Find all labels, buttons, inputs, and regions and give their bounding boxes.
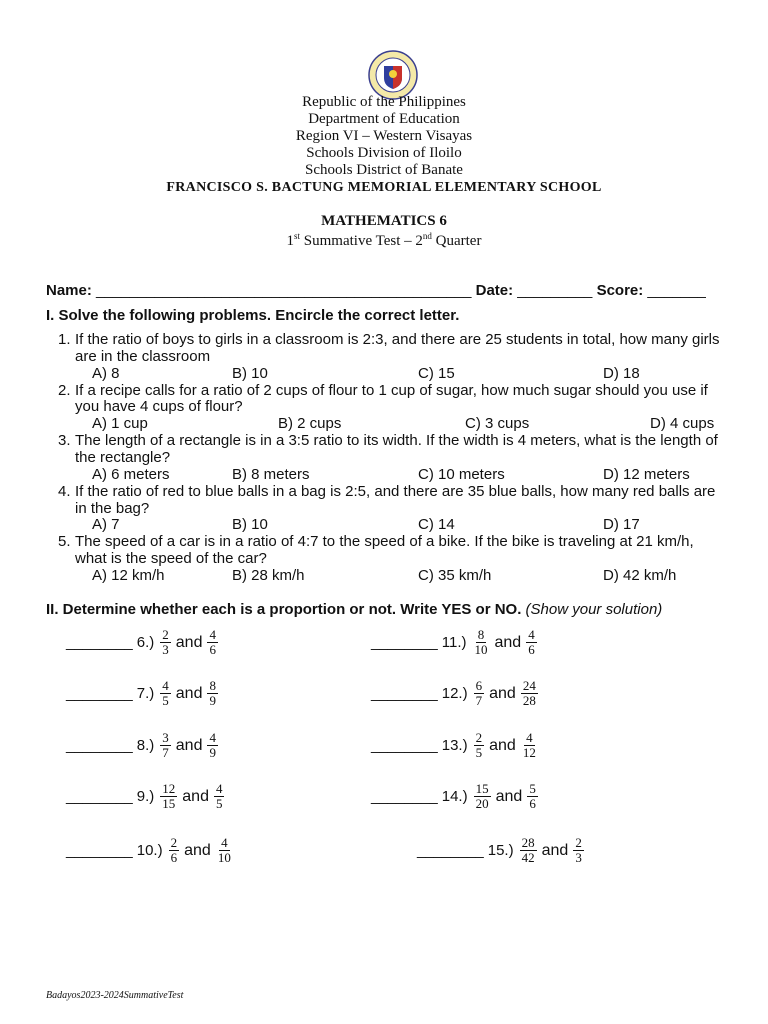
choice-c[interactable]: C) 10 meters: [418, 465, 505, 483]
proportion-item-7: ________ 7.) $\frac{4}{5}$ and $\frac{8}{9}$: [66, 678, 216, 708]
section-2-title: II. Determine whether each is a proportion or not. Write YES or NO. (Show your solution): [46, 601, 663, 618]
proportion-item-15: ________ 15.) $\frac{28}{42}$ and $\frac{2}{3}$: [417, 835, 582, 865]
fraction-a: $\frac{15}{20}$: [475, 781, 489, 811]
choice-c[interactable]: C) 14: [418, 516, 455, 534]
choices: [58, 467, 728, 484]
name-field[interactable]: _____________________________________________: [96, 282, 472, 299]
school-name: FRANCISCO S. BACTUNG MEMORIAL ELEMENTARY SCHOOL: [166, 180, 602, 195]
choice-d[interactable]: D) 17: [603, 516, 640, 534]
answer-blank[interactable]: ________: [66, 842, 133, 859]
student-info-line: [46, 282, 726, 299]
fraction-b: $\frac{2}{3}$: [575, 835, 582, 865]
choice-d[interactable]: D) 42 km/h: [603, 566, 677, 584]
fraction-a: $\frac{28}{42}$: [521, 835, 535, 865]
question-list: [58, 332, 728, 585]
choice-d[interactable]: D) 12 meters: [603, 465, 690, 483]
fraction-a: $\frac{6}{7}$: [475, 678, 483, 708]
answer-blank[interactable]: ________: [371, 737, 438, 754]
question-text: The speed of a car is in a ratio of 4:7 to the speed of a bike. If the bike is traveling at 21 km/h, what is the speed of the car?: [75, 533, 694, 568]
fraction-b: $\frac{5}{6}$: [529, 781, 536, 811]
proportion-item-9: ________ 9.) $\frac{12}{15}$ and $\frac{4}{5}$: [66, 781, 223, 811]
choice-b[interactable]: B) 10: [232, 516, 268, 534]
choice-d[interactable]: D) 4 cups: [650, 415, 715, 433]
choices: [58, 517, 728, 534]
fraction-a: $\frac{2}{6}$: [170, 835, 178, 865]
header-line: Department of Education: [308, 111, 460, 127]
question-text: The length of a rectangle is in a 3:5 ratio to its width. If the width is 4 meters, what is the length of the rectangle?: [75, 432, 718, 466]
proportion-item-8: ________ 8.) $\frac{3}{7}$ and $\frac{4}{9}$: [66, 730, 216, 760]
answer-blank[interactable]: ________: [417, 842, 484, 859]
choices: [58, 366, 728, 383]
proportion-item-14: ________ 14.) $\frac{15}{20}$ and $\frac{5}{6}$: [371, 781, 536, 811]
choice-a[interactable]: A) 8: [92, 364, 120, 382]
footer-note: Badayos2023-2024SummativeTest: [46, 990, 184, 1001]
choice-b[interactable]: B) 10: [232, 364, 268, 382]
section-1-title: I. Solve the following problems. Encircle the correct letter.: [46, 307, 460, 324]
fraction-a: $\frac{12}{15}$: [162, 781, 176, 811]
fraction-a: $\frac{8}{10}$: [474, 627, 488, 657]
choice-c[interactable]: C) 35 km/h: [418, 566, 492, 584]
choice-a[interactable]: A) 12 km/h: [92, 566, 165, 584]
fraction-b: $\frac{4}{6}$: [528, 627, 535, 657]
choices: [58, 416, 728, 433]
header-line: Region VI – Western Visayas: [295, 128, 473, 144]
test-title: 1st Summative Test – 2nd Quarter: [286, 231, 482, 249]
header-line: Schools Division of Iloilo: [306, 145, 462, 161]
fraction-a: $\frac{3}{7}$: [162, 730, 169, 760]
question-text: If a recipe calls for a ratio of 2 cups of flour to 1 cup of sugar, how much sugar should you use if you have 4 cups of flour?: [75, 381, 708, 416]
fraction-b: $\frac{4}{9}$: [209, 730, 216, 760]
answer-blank[interactable]: ________: [66, 788, 133, 805]
fraction-b: $\frac{4}{12}$: [522, 730, 536, 760]
fraction-b: $\frac{4}{10}$: [217, 835, 231, 865]
question-3: 3. The length of a rectangle is in a 3:5 ratio to its width. If the width is 4 meters, what is the length of the rectangle? A) 6 meters B) 8 meters C) 10 meters D) 12 meters: [58, 433, 728, 484]
choice-d[interactable]: D) 18: [603, 364, 640, 382]
fraction-b: $\frac{24}{28}$: [522, 678, 536, 708]
proportion-item-6: ________ 6.) $\frac{2}{3}$ and $\frac{4}{6}$: [66, 627, 216, 657]
choice-a[interactable]: A) 6 meters: [92, 465, 170, 483]
fraction-a: $\frac{2}{3}$: [162, 627, 169, 657]
school-header: [0, 94, 768, 196]
choice-c[interactable]: C) 3 cups: [465, 415, 530, 433]
fraction-b: $\frac{8}{9}$: [209, 678, 216, 708]
choice-a[interactable]: A) 7: [92, 516, 120, 534]
header-line: Republic of the Philippines: [302, 94, 466, 110]
proportion-item-11: ________ 11.) $\frac{8}{10}$ and $\frac{4}{6}$: [371, 627, 535, 657]
proportion-item-10: ________ 10.) $\frac{2}{6}$ and $\frac{4}{10}$: [66, 835, 231, 865]
question-1: 1. If the ratio of boys to girls in a classroom is 2:3, and there are 25 students in total, how many girls are in the classroom A) 8 B) 10 C) 15 D) 18: [58, 332, 728, 383]
choice-c[interactable]: C) 15: [418, 364, 455, 382]
name-label: Name:: [46, 282, 92, 299]
question-5: 5. The speed of a car is in a ratio of 4:7 to the speed of a bike. If the bike is traveling at 21 km/h, what is the speed of the car? A) 12 km/h B) 28 km/h C) 35 km/h D) 42 km/h: [58, 534, 728, 585]
fraction-a: $\frac{4}{5}$: [162, 678, 169, 708]
choice-b[interactable]: B) 28 km/h: [232, 566, 305, 584]
proportion-item-13: ________ 13.) $\frac{2}{5}$ and $\frac{4}{12}$: [371, 730, 536, 760]
score-label: Score:: [596, 282, 644, 299]
date-field[interactable]: _________: [517, 282, 593, 299]
question-4: 4. If the ratio of red to blue balls in a bag is 2:5, and there are 35 blue balls, how many red balls are in the bag? A) 7 B) 10 C) 14 D) 17: [58, 484, 728, 535]
choice-a[interactable]: A) 1 cup: [92, 415, 148, 433]
fraction-a: $\frac{2}{5}$: [475, 730, 483, 760]
answer-blank[interactable]: ________: [66, 685, 133, 702]
question-text: If the ratio of boys to girls in a classroom is 2:3, and there are 25 students in total, how many girls are in the classroom: [75, 331, 720, 365]
proportion-item-12: ________ 12.) $\frac{6}{7}$ and $\frac{24}{28}$: [371, 678, 536, 708]
choice-b[interactable]: B) 8 meters: [232, 465, 310, 483]
answer-blank[interactable]: ________: [371, 634, 438, 651]
question-text: If the ratio of red to blue balls in a bag is 2:5, and there are 35 blue balls, how many red balls are in the bag?: [75, 482, 716, 517]
date-label: Date:: [475, 282, 514, 299]
answer-blank[interactable]: ________: [66, 737, 133, 754]
score-field[interactable]: _______: [647, 282, 706, 299]
header-line: Schools District of Banate: [305, 162, 463, 178]
answer-blank[interactable]: ________: [371, 685, 438, 702]
choices: [58, 568, 728, 585]
section-2-note: (Show your solution): [525, 601, 663, 618]
fraction-b: $\frac{4}{5}$: [215, 781, 223, 811]
fraction-b: $\frac{4}{6}$: [209, 627, 216, 657]
subject-title: MATHEMATICS 6: [321, 213, 447, 229]
deped-seal-logo: [368, 50, 418, 100]
answer-blank[interactable]: ________: [371, 788, 438, 805]
choice-b[interactable]: B) 2 cups: [278, 415, 342, 433]
answer-blank[interactable]: ________: [66, 634, 133, 651]
question-2: 2. If a recipe calls for a ratio of 2 cups of flour to 1 cup of sugar, how much sugar should you use if you have 4 cups of flour? A) 1 cup B) 2 cups C) 3 cups D) 4 cups: [58, 383, 728, 434]
